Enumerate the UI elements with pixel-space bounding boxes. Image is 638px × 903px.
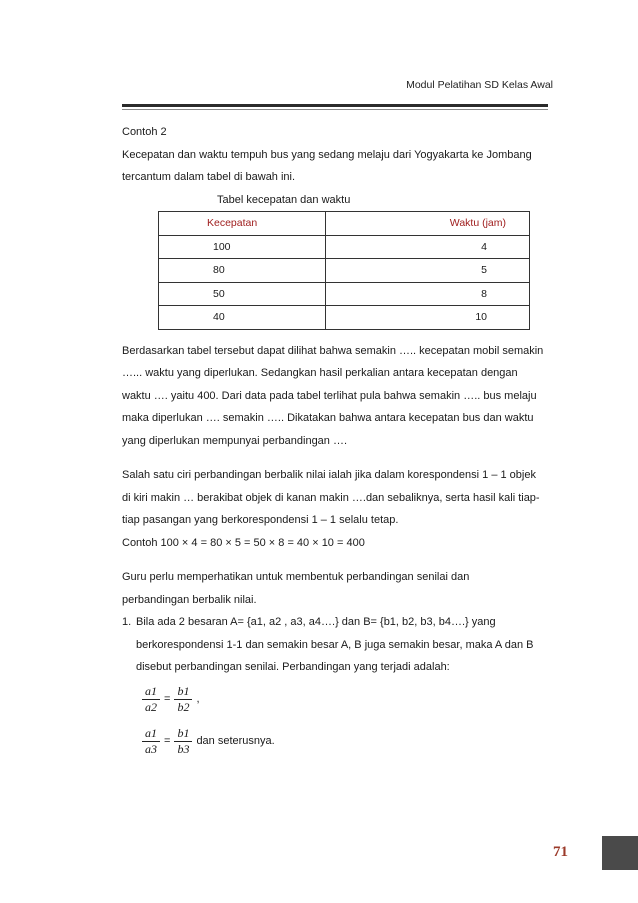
list-number: 1. xyxy=(122,616,132,628)
paragraph-line: yang diperlukan mempunyai perbandingan …. xyxy=(122,434,348,447)
numerator: a1 xyxy=(142,726,160,742)
intro-line: tercantum dalam tabel di bawah ini. xyxy=(122,171,296,183)
speed-time-table xyxy=(158,211,530,330)
table-cell: 4 xyxy=(325,235,529,259)
fraction xyxy=(142,684,160,715)
table-cell: 100 xyxy=(159,235,326,259)
fraction xyxy=(174,726,192,757)
table-cell: 40 xyxy=(159,306,326,330)
denominator: a3 xyxy=(145,742,157,756)
paragraph-line: Berdasarkan tabel tersebut dapat dilihat bahwa semakin ….. kecepatan mobil semakin xyxy=(122,344,544,357)
column-header-speed: Kecepatan xyxy=(159,212,326,236)
numerator: b1 xyxy=(174,684,192,700)
paragraph-line: Salah satu ciri perbandingan berbalik nilai ialah jika dalam korespondensi 1 – 1 objek xyxy=(122,469,536,481)
proportion-formula xyxy=(142,679,548,721)
table-row xyxy=(159,235,530,259)
numerator: b1 xyxy=(174,726,192,742)
example-label: Contoh 2 xyxy=(122,126,167,138)
table-row xyxy=(159,306,530,330)
intro-line: Kecepatan dan waktu tempuh bus yang sedang melaju dari Yogyakarta ke Jombang xyxy=(122,148,532,161)
paragraph-line: Guru perlu memperhatikan untuk membentuk perbandingan senilai dan xyxy=(122,571,470,583)
table-cell: 10 xyxy=(325,306,529,330)
denominator: a2 xyxy=(145,700,157,714)
fraction xyxy=(174,684,192,715)
denominator: b3 xyxy=(177,742,190,756)
paragraph-line: maka diperlukan …. semakin ….. Dikatakan bahwa antara kecepatan bus dan waktu xyxy=(122,412,534,424)
table-row xyxy=(159,282,530,306)
table-row xyxy=(159,259,530,283)
table-cell: 50 xyxy=(159,282,326,306)
equals-sign: = xyxy=(164,735,171,748)
table-cell: 8 xyxy=(325,282,529,306)
example-equation: Contoh 100 × 4 = 80 × 5 = 50 × 8 = 40 × 10 = 400 xyxy=(122,536,365,549)
list-line: Bila ada 2 besaran A= {a1, a2 , a3, a4….} dan B= {b1, b2, b3, b4….} yang xyxy=(136,616,496,628)
table-cell: 80 xyxy=(159,259,326,283)
list-item xyxy=(122,611,548,679)
list-line: disebut perbandingan senilai. Perbandingan yang terjadi adalah: xyxy=(136,661,450,673)
header-rule xyxy=(122,104,548,107)
corner-decoration xyxy=(602,836,638,870)
paragraph-line: waktu …. yaitu 400. Dari data pada tabel terlihat pula bahwa semakin ….. bus melaju xyxy=(122,389,537,402)
denominator: b2 xyxy=(177,700,190,714)
page-content xyxy=(122,121,548,763)
formula-trailing-text: dan seterusnya. xyxy=(196,735,275,748)
numerator: a1 xyxy=(142,684,160,700)
formula-trailing-text: , xyxy=(196,693,200,706)
column-header-time: Waktu (jam) xyxy=(325,212,529,236)
list-line: berkorespondensi 1-1 dan semakin besar A, B juga semakin besar, maka A dan B xyxy=(136,638,534,651)
paragraph-line: di kiri makin … berakibat objek di kanan makin ….dan sebaliknya, serta hasil kali tiap- xyxy=(122,491,540,504)
proportion-formula xyxy=(142,721,548,763)
page-number: 71 xyxy=(553,844,568,860)
fraction xyxy=(142,726,160,757)
equals-sign: = xyxy=(164,693,171,706)
paragraph-line: …... waktu yang diperlukan. Sedangkan hasil perkalian antara kecepatan dengan xyxy=(122,367,518,379)
table-header-row xyxy=(159,212,530,236)
table-cell: 5 xyxy=(325,259,529,283)
table-caption: Tabel kecepatan dan waktu xyxy=(217,193,351,206)
paragraph-line: tiap pasangan yang berkorespondensi 1 – 1 selalu tetap. xyxy=(122,514,399,526)
header-rule-thin xyxy=(122,109,548,110)
header-title: Modul Pelatihan SD Kelas Awal xyxy=(406,79,553,91)
paragraph-line: perbandingan berbalik nilai. xyxy=(122,593,257,606)
